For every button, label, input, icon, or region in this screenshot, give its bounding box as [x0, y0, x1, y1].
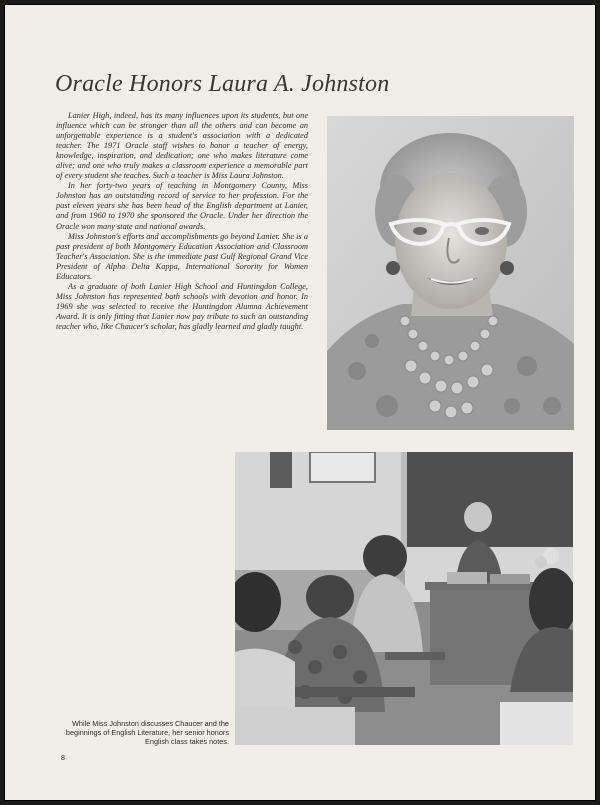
article-body	[56, 111, 308, 332]
article-paragraph-1: Lanier High, indeed, has its many influences upon its students, but one influence which can be stronger than all the others and can become an unforgettable experience is a student's association with a dedicated teacher. The 1971 Oracle staff wishes to honor a teacher of energy, knowledge, inspiration, and dedication; one who makes literature come alive; and one who truly makes a classroom experience a memorable part of every student she teaches. Such a teacher is Miss Laura Johnston.	[56, 111, 308, 181]
article-paragraph-2: In her forty-two years of teaching in Montgomery County, Miss Johnston has an outstanding record of service to her profession. For the past eleven years she has been head of the English department at Lanier, and from 1960 to 1970 she sponsored the Oracle. Under her direction the Oracle won many state and national awards.	[56, 181, 308, 231]
photo-caption: While Miss Johnston discusses Chaucer and the beginnings of English Literature, her senior honors English class takes notes.	[65, 719, 229, 747]
article-paragraph-4: As a graduate of both Lanier High School and Huntingdon College, Miss Johnston has represented both schools with devotion and honor. In 1969 she was selected to receive the Huntingdon Alumna Achievement Award. It is only fitting that Lanier now pay tribute to such an outstanding teacher who, like Chaucer's scholar, has gladly learned and gladly taught.	[56, 281, 308, 331]
yearbook-page	[4, 4, 596, 801]
page-number: 8	[61, 755, 65, 762]
article-paragraph-3: Miss Johnston's efforts and accomplishments go beyond Lanier. She is a past president of both Montgomery Education Association and Classroom Teacher's Association. She is the immediate past Gulf Regional Grand Vice President of Alpha Delta Kappa, International Sorority for Women Educators.	[56, 231, 308, 281]
page-title: Oracle Honors Laura A. Johnston	[55, 71, 390, 97]
portrait-photo	[327, 116, 574, 430]
classroom-photo	[235, 452, 573, 745]
